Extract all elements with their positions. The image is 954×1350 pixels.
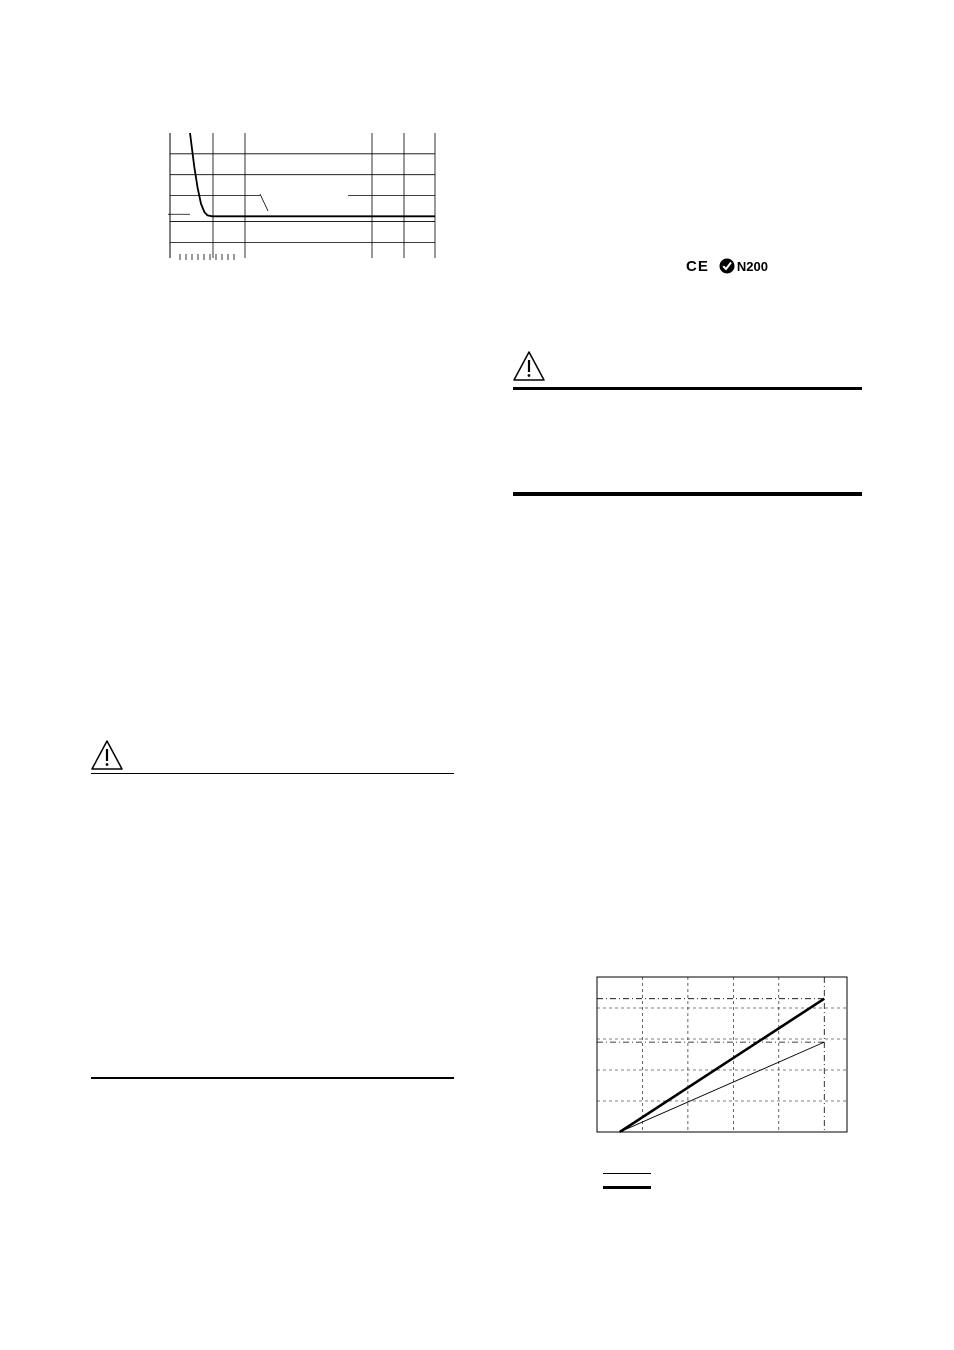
ctick-mark [719,258,768,274]
chart-bottom-grid [597,977,847,1132]
chart-top-grid [170,133,435,260]
series-line-thin [620,1042,825,1132]
plot-frame [597,977,847,1132]
warning-right-top-rule [513,387,862,390]
series-line-thick [620,999,825,1132]
chart-top-left [160,128,445,263]
chart-bottom-right [595,975,850,1135]
warning-triangle-icon [512,350,546,382]
ctick-label: N200 [736,258,768,274]
ctick-icon [719,258,735,274]
warning-triangle-icon [90,739,124,771]
chart-bottom-marks [597,977,824,1132]
legend-thick-line [603,1186,651,1189]
warning-left-top-rule [91,773,454,774]
legend-thin-line [603,1173,651,1174]
gridline-gap [260,194,348,198]
ce-mark: CE [686,257,709,275]
chart-bottom-legend [603,1170,651,1192]
warning-right-bottom-rule [513,492,862,496]
certification-logos [686,255,786,277]
warning-left-bottom-rule [91,1077,454,1079]
